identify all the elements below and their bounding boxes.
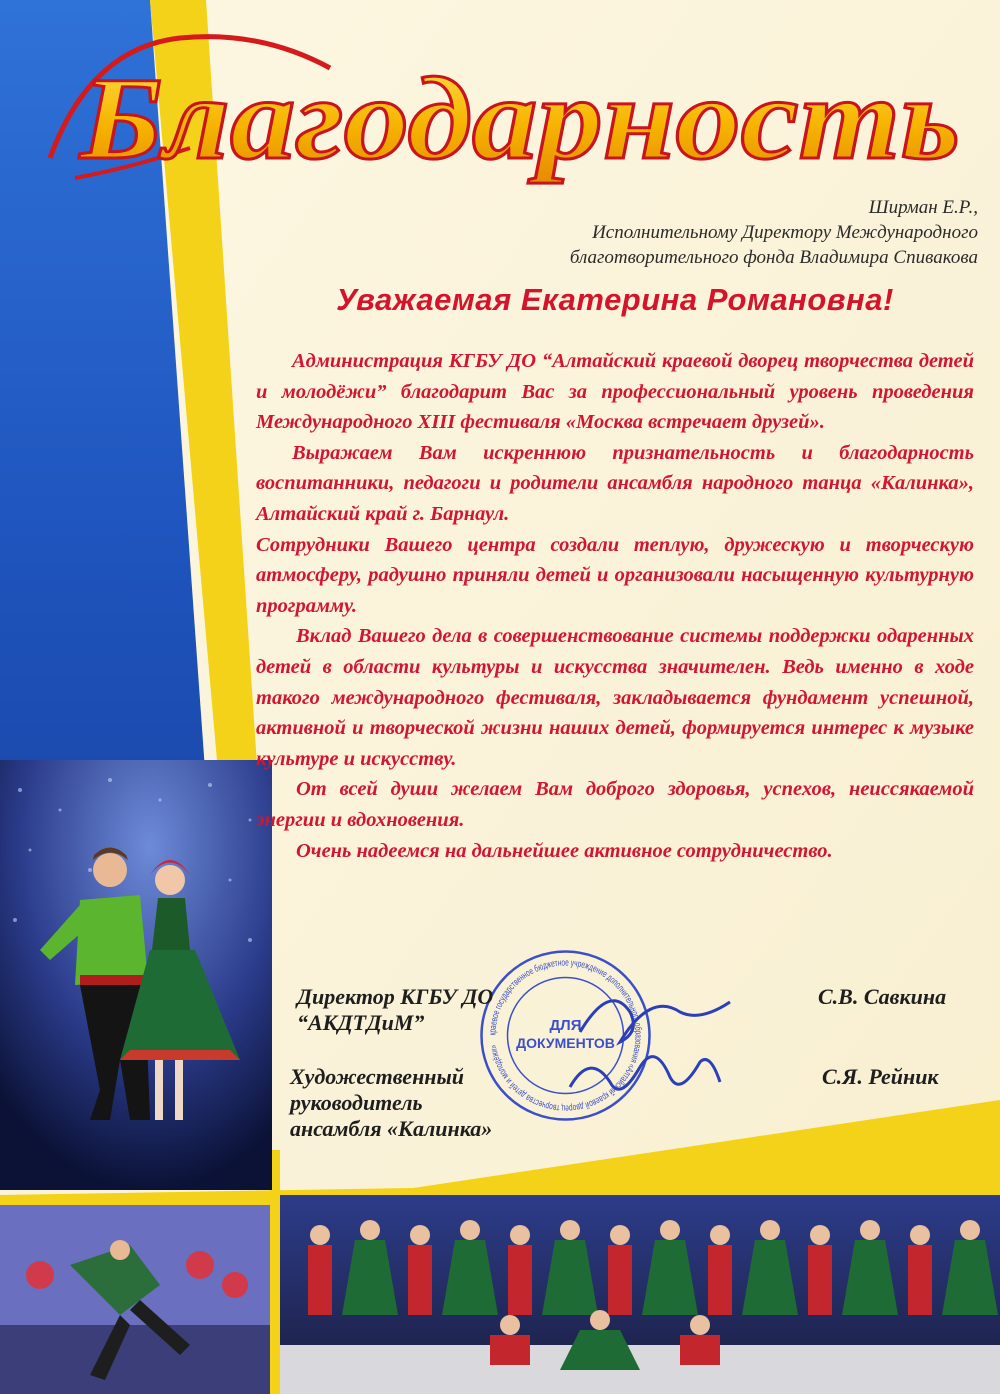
- director-name: С.В. Савкина: [818, 984, 947, 1009]
- director-title: [297, 984, 493, 1036]
- title-text: Благодарность: [77, 53, 960, 184]
- recipient-organization: благотворительного фонда Владимира Спивакова: [569, 247, 978, 268]
- art-director-name: С.Я. Рейник: [822, 1064, 939, 1089]
- director-title-line-2: “АКДТДиМ”: [297, 1010, 425, 1035]
- dancers-couple-photo: [0, 760, 272, 1190]
- paragraph-3: Сотрудники Вашего центра создали теплую, дружескую и творческую атмосферу, радушно приняли детей и организовали насыщенную культурную программу.: [256, 533, 974, 617]
- recipient-block: [418, 195, 978, 270]
- art-director-title-line-1: Художественный: [290, 1064, 465, 1089]
- recipient-name: Ширман Е.Р.,: [868, 197, 978, 218]
- paragraph-5: От всей души желаем Вам доброго здоровья, успехов, неиссякаемой энергии и вдохновения.: [256, 778, 974, 831]
- recipient-position: Исполнительному Директору Международного: [592, 222, 978, 243]
- art-director-title-line-3: ансамбля «Калинка»: [290, 1116, 493, 1141]
- stamp-center-line-1: ДЛЯ: [549, 1017, 582, 1034]
- art-director-title: [290, 1064, 492, 1142]
- paragraph-6: Очень надеемся на дальнейшее активное сотрудничество.: [296, 839, 833, 862]
- jumping-dancer-photo: [0, 1205, 270, 1394]
- paragraph-4: Вклад Вашего дела в совершенствование системы поддержки одаренных детей в области культуры и искусства значителен. Ведь именно в ходе такого международного фестиваля, закладывается фундамент успешной, активной и творческой жизни наших детей, формируется интерес к музыке культуре и искусству.: [256, 625, 974, 770]
- stamp-center-line-2: ДОКУМЕНТОВ: [516, 1035, 615, 1051]
- paragraph-1: Администрация КГБУ ДО “Алтайский краевой дворец творчества детей и молодёжи” благодарит Вас за профессиональный уровень проведения Международного XIII фестиваля «Москва встречает друзей».: [256, 350, 974, 434]
- certificate-title: [30, 8, 990, 193]
- letter-body: [256, 346, 974, 866]
- stamp-ring-text: краевое государственное бюджетное учреждение дополнительного образования «Алтайский краевой дворец творчества детей и молодёжи»: [487, 957, 644, 1114]
- paragraph-2: Выражаем Вам искреннюю признательность и благодарность воспитанники, педагоги и родители ансамбля народного танца «Калинка», Алтайский край г. Барнаул.: [256, 441, 974, 525]
- handwritten-signatures: [560, 972, 750, 1122]
- art-director-title-line-2: руководитель: [290, 1090, 423, 1115]
- greeting-heading: Уважаемая Екатерина Романовна!: [336, 282, 894, 317]
- director-title-line-1: Директор КГБУ ДО: [297, 984, 494, 1009]
- ensemble-group-photo: [280, 1195, 1000, 1394]
